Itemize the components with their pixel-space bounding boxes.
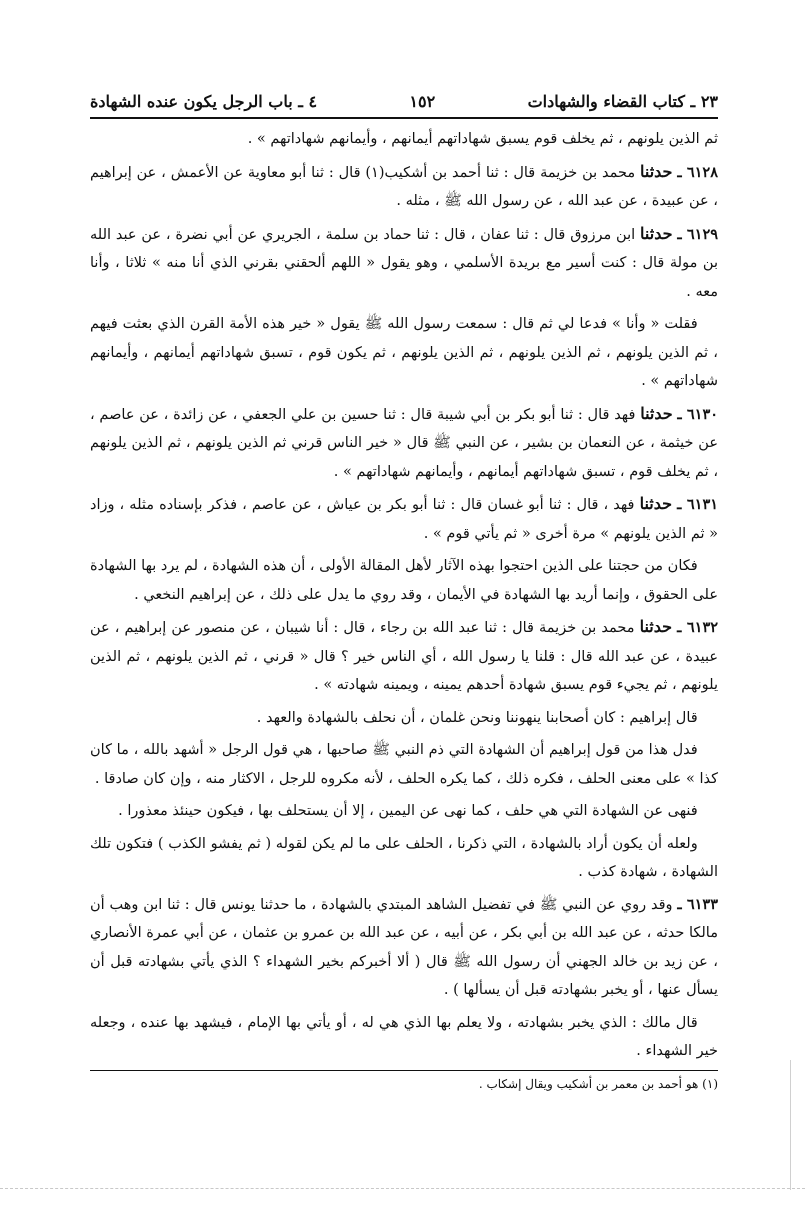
paragraph-text: فنهى عن الشهادة التي هي حلف ، كما نهى عن اليمين ، إلا أن يستحلف بها ، فيكون حينئذ معذورا . <box>118 803 698 819</box>
paragraph-text: محمد بن خزيمة قال : ثنا عبد الله بن رجاء ، قال : أنا شيبان ، عن منصور عن إبراهيم ، عن عبيدة ، عن عبد الله قال : قلنا يا رسول الله ، أي الناس خير ؟ قال « قرني ، ثم الذين يلونهم ، ثم الذين يلونهم ، ثم يجيء قوم يسبق شهادة أحدهم يمينه ، ويمينه شهادته » . <box>90 620 718 693</box>
hadith-entry <box>90 891 718 1005</box>
hadith-number: ٦١٢٨ ـ <box>677 163 719 181</box>
text-paragraph <box>90 310 718 396</box>
haddathana-marker: حدثنا <box>639 494 673 513</box>
hadith-entry <box>90 220 718 307</box>
header-chapter-title: ٤ ـ باب الرجل يكون عنده الشهادة <box>90 92 318 111</box>
hadith-entry <box>90 490 718 548</box>
footnote: (١) هو أحمد بن معمر بن أشكيب ويقال إشكاب . <box>478 1076 718 1091</box>
hadith-entry <box>90 613 718 700</box>
haddathana-marker: حدثنا <box>640 223 673 243</box>
paragraph-text: قال إبراهيم : كان أصحابنا ينهوننا ونحن غلمان ، أن نحلف بالشهادة والعهد . <box>256 709 698 726</box>
hadith-entry <box>90 158 718 216</box>
paragraph-text: محمد بن خزيمة قال : ثنا أحمد بن أشكيب(١) قال : ثنا أبو معاوية عن الأعمش ، عن إبراهيم ، عن عبيدة ، عن عبد الله ، عن رسول الله ﷺ ، مثله . <box>90 164 718 209</box>
haddathana-marker: حدثنا <box>639 617 673 636</box>
hadith-number: ٦١٣١ ـ <box>677 496 719 513</box>
document-body <box>90 125 718 1066</box>
hadith-number: ٦١٢٩ ـ <box>677 225 719 243</box>
footnote-separator <box>90 1070 718 1071</box>
paragraph-text: قال مالك : الذي يخبر بشهادته ، ولا يعلم بها الذي هي له ، أو يأتي بها الإمام ، فيشهد بها عنده ، وجعله خير الشهداء . <box>90 1014 718 1059</box>
text-paragraph <box>90 830 718 887</box>
paragraph-text: فدل هذا من قول إبراهيم أن الشهادة التي ذم النبي ﷺ صاحبها ، هي قول الرجل « أشهد بالله ، ما كان كذا » على معنى الحلف ، فكره ذلك ، كما يكره الحلف ، لأنه مكروه للرجل ، الاكثار منه ، وإن كان صادقا . <box>90 742 718 787</box>
scan-right-edge <box>790 1060 791 1190</box>
text-paragraph <box>90 704 718 733</box>
paragraph-text: فهد قال : ثنا أبو بكر بن أبي شيبة قال : ثنا حسين بن علي الجعفي ، عن زائدة ، عن عاصم ، عن خيثمة ، عن النعمان بن بشير ، عن النبي ﷺ قال « خير الناس قرني ثم الذين يلونهم ، ثم الذين يلونهم ، ثم يخلف قوم ، تسبق شهاداتهم أيمانهم ، وأيمانهم شهاداتهم » . <box>90 406 718 480</box>
header-book-title: ٢٣ ـ كتاب القضاء والشهادات <box>527 92 718 111</box>
text-paragraph <box>90 797 718 826</box>
haddathana-marker: حدثنا <box>640 403 673 423</box>
running-header <box>90 92 718 119</box>
text-paragraph <box>90 1009 718 1066</box>
page-number: ١٥٢ <box>409 92 436 111</box>
paragraph-text: ابن مرزوق قال : ثنا عفان ، قال : ثنا حماد بن سلمة ، الجريري عن أبي نضرة ، عن عبد الله بن مولة قال : كنت أسير مع بريدة الأسلمي ، وهو يقول « اللهم ألحقني بقرني الذي أنا منه » ثلاثا ، وأنا معه . <box>90 226 718 300</box>
text-paragraph <box>90 736 718 793</box>
paragraph-text: فكان من حجتنا على الذين احتجوا بهذه الآثار لأهل المقالة الأولى ، أن هذه الشهادة ، لم يرد بها الشهادة على الحقوق ، وإنما أريد بها الشهادة في الأيمان ، وقد روي ما يدل على ذلك ، عن إبراهيم النخعي . <box>90 558 718 603</box>
paragraph-text: ثم الذين يلونهم ، ثم يخلف قوم يسبق شهاداتهم أيمانهم ، وأيمانهم شهاداتهم » . <box>247 131 718 147</box>
paragraph-text: ولعله أن يكون أراد بالشهادة ، التي ذكرنا ، الحلف على ما لم يكن لقوله ( ثم يفشو الكذب ) فتكون تلك الشهادة ، شهادة كذب . <box>90 835 718 880</box>
paragraph-text: فقلت « وأنا » فدعا لي ثم قال : سمعت رسول الله ﷺ يقول « خير هذه الأمة القرن الذي بعثت فيهم ، ثم الذين يلونهم ، ثم الذين يلونهم ، ثم الذين يلونهم ، ثم يكون قوم ، تسبق شهاداتهم أيمانهم ، وأيمانهم شهاداتهم » . <box>90 316 718 389</box>
hadith-number: ٦١٣٢ ـ <box>677 619 719 636</box>
hadith-number: ٦١٣٠ ـ <box>677 405 719 423</box>
document-page <box>90 92 718 1093</box>
paragraph-text: وقد روي عن النبي ﷺ في تفضيل الشاهد المبتدي بالشهادة ، ما حدثنا يونس قال : ثنا ابن وهب أن مالكا حدثه ، عن عبد الله بن أبي بكر ، عن أبيه ، عن عبد الله بن عمرو بن عثمان ، عن أبي عمرة الأنصاري ، عن زيد بن خالد الجهني أن رسول الله ﷺ قال ( ألا أخبركم بخير الشهداء ؟ الذي يأتي بشهادته قبل أن يسأل عنها ، أو يخبر بشهادته قبل أن يسألها ) . <box>90 896 718 998</box>
haddathana-marker: حدثنا <box>640 161 673 181</box>
scan-bottom-edge <box>0 1188 805 1189</box>
hadith-entry <box>90 400 718 487</box>
paragraph-text: فهد ، قال : ثنا أبو غسان قال : ثنا أبو بكر بن عياش ، عن عاصم ، فذكر بإسناده مثله ، وزاد « ثم الذين يلونهم » مرة أخرى « ثم يأتي قوم » . <box>90 497 718 542</box>
hadith-number: ٦١٣٣ ـ <box>677 895 719 913</box>
text-paragraph <box>90 552 718 609</box>
text-paragraph <box>90 125 718 154</box>
